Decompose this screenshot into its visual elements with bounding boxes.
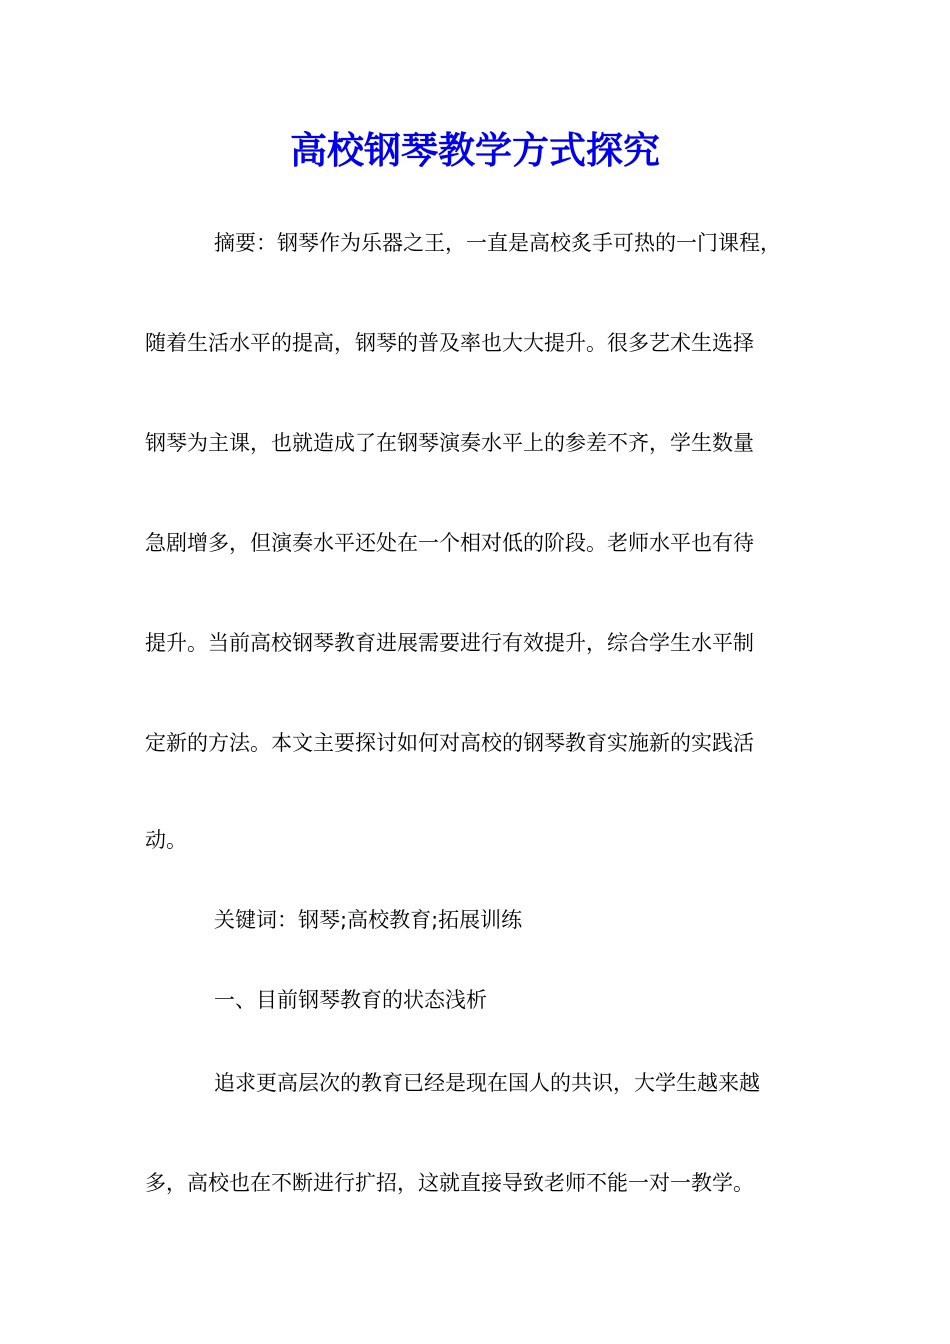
body-line: 多，高校也在不断进行扩招，这就直接导致老师不能一对一教学。 bbox=[145, 1171, 754, 1195]
abstract-line: 动。 bbox=[145, 828, 187, 852]
section-heading: 一、目前钢琴教育的状态浅析 bbox=[214, 988, 487, 1012]
keywords-line: 关键词：钢琴;高校教育;拓展训练 bbox=[214, 908, 523, 932]
abstract-line: 随着生活水平的提高，钢琴的普及率也大大提升。很多艺术生选择 bbox=[145, 331, 754, 355]
abstract-line: 定新的方法。本文主要探讨如何对高校的钢琴教育实施新的实践活 bbox=[145, 731, 754, 755]
body-line: 追求更高层次的教育已经是现在国人的共识，大学生越来越 bbox=[214, 1071, 760, 1095]
abstract-line: 摘要：钢琴作为乐器之王，一直是高校炙手可热的一门课程， bbox=[214, 231, 781, 255]
abstract-line: 钢琴为主课，也就造成了在钢琴演奏水平上的参差不齐，学生数量 bbox=[145, 431, 754, 455]
abstract-line: 急剧增多，但演奏水平还处在一个相对低的阶段。老师水平也有待 bbox=[145, 531, 754, 555]
document-title: 高校钢琴教学方式探究 bbox=[290, 128, 660, 172]
abstract-line: 提升。当前高校钢琴教育进展需要进行有效提升，综合学生水平制 bbox=[145, 631, 754, 655]
